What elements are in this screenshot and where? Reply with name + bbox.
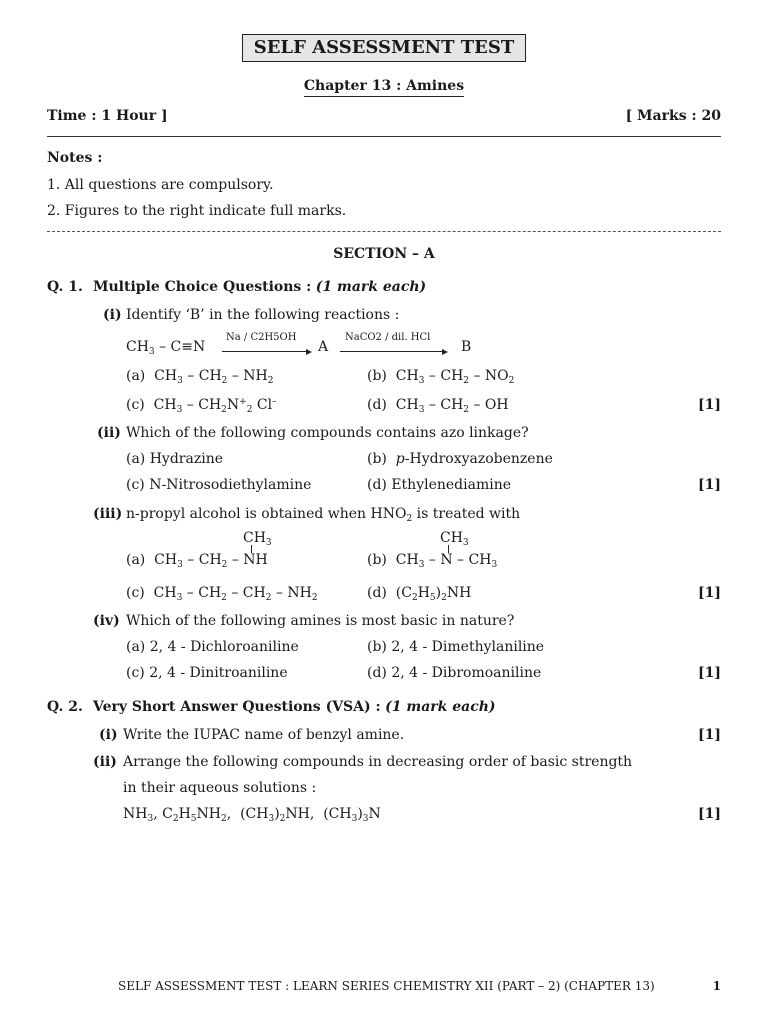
q1-i-number: (i) (103, 307, 122, 323)
q1-iv-text: Which of the following amines is most basic in nature? (126, 613, 515, 629)
marks-badge: [1] (698, 585, 721, 601)
page-footer: SELF ASSESSMENT TEST : LEARN SERIES CHEMISTRY XII (PART – 2) (CHAPTER 13) (118, 979, 655, 993)
reaction-scheme: $CH_3 - C\equiv N$ (126, 339, 206, 357)
marks-badge: [1] (698, 727, 721, 743)
note-item: 2. Figures to the right indicate full marks. (47, 203, 347, 219)
option-d: (d) 2, 4 - Dibromoaniline (367, 665, 542, 681)
option-a: (a) 2, 4 - Dichloroaniline (126, 639, 299, 655)
q2-ii-text: Arrange the following compounds in decreasing order of basic strength (123, 754, 633, 770)
q1-iii-number: (iii) (93, 506, 123, 522)
option-b: (b) $CH_3 - CH_2 - NO_2$ (367, 368, 515, 386)
marks-label: [ Marks : 20 (625, 108, 721, 124)
reaction-arrow-1 (222, 340, 312, 356)
note-item: 1. All questions are compulsory. (47, 177, 274, 193)
methyl-substituent: $CH_3$ (440, 530, 469, 548)
option-d: (d) $(C_2H_5)_2NH$ (367, 585, 472, 603)
q1-i-text: Identify ‘B’ in the following reactions : (126, 307, 400, 323)
chapter-heading: Chapter 13 : Amines (0, 78, 768, 94)
marks-badge: [1] (698, 665, 721, 681)
page-title: SELF ASSESSMENT TEST (242, 34, 526, 62)
option-c: (c) N-Nitrosodiethylamine (126, 477, 312, 493)
option-b: (b) 2, 4 - Dimethylaniline (367, 639, 545, 655)
notes-heading: Notes : (47, 150, 103, 166)
option-a: (a) $CH_3 - CH_2$ – NH (126, 552, 268, 570)
methyl-substituent: $CH_3$ (243, 530, 272, 548)
time-label: Time : 1 Hour ] (47, 108, 168, 124)
option-b: (b) p-Hydroxyazobenzene (367, 451, 553, 467)
q2-i-text: Write the IUPAC name of benzyl amine. (123, 727, 405, 743)
q2-label: Q. 2. (47, 699, 83, 715)
option-a: (a) $CH_3 - CH_2 - NH_2$ (126, 368, 274, 386)
marks-badge: [1] (698, 477, 721, 493)
q1-heading: Multiple Choice Questions : (1 mark each) (93, 279, 427, 295)
option-d: (d) $CH_3 - CH_2$ – OH (367, 397, 509, 415)
page-number: 1 (712, 979, 721, 993)
reagent-1: Na / C2H5OH (226, 332, 297, 343)
option-c: (c) $CH_3 - CH_2N^+_2$ Cl– (126, 397, 277, 415)
q1-label: Q. 1. (47, 279, 83, 295)
reagent-2: NaCO2 / dil. HCl (345, 332, 431, 343)
reaction-arrow-2 (340, 340, 448, 356)
dashed-divider (47, 231, 721, 232)
q1-ii-number: (ii) (97, 425, 121, 441)
q1-iv-number: (iv) (93, 613, 120, 629)
option-c: (c) $CH_3 - CH_2 - CH_2 - NH_2$ (126, 585, 318, 603)
q2-heading: Very Short Answer Questions (VSA) : (1 mark each) (93, 699, 496, 715)
q1-ii-text: Which of the following compounds contains azo linkage? (126, 425, 529, 441)
option-c: (c) 2, 4 - Dinitroaniline (126, 665, 288, 681)
marks-badge: [1] (698, 397, 721, 413)
header-rule (47, 136, 721, 137)
option-b: (b) $CH_3$ – N – $CH_3$ (367, 552, 498, 570)
q1-iii-text: n-propyl alcohol is obtained when $HNO_2$ is treated with (126, 506, 521, 524)
q2-ii-number: (ii) (93, 754, 117, 770)
q2-i-number: (i) (99, 727, 118, 743)
marks-badge: [1] (698, 806, 721, 822)
product-b: B (461, 339, 472, 355)
option-a: (a) Hydrazine (126, 451, 223, 467)
option-d: (d) Ethylenediamine (367, 477, 512, 493)
product-a: A (318, 339, 329, 355)
compound-list: $NH_3$, $C_2H_5NH_2$, $(CH_3)_2NH$, $(CH_3)_3N$ (123, 806, 381, 824)
q2-ii-text-cont: in their aqueous solutions : (123, 780, 317, 796)
section-heading: SECTION – A (333, 246, 435, 262)
